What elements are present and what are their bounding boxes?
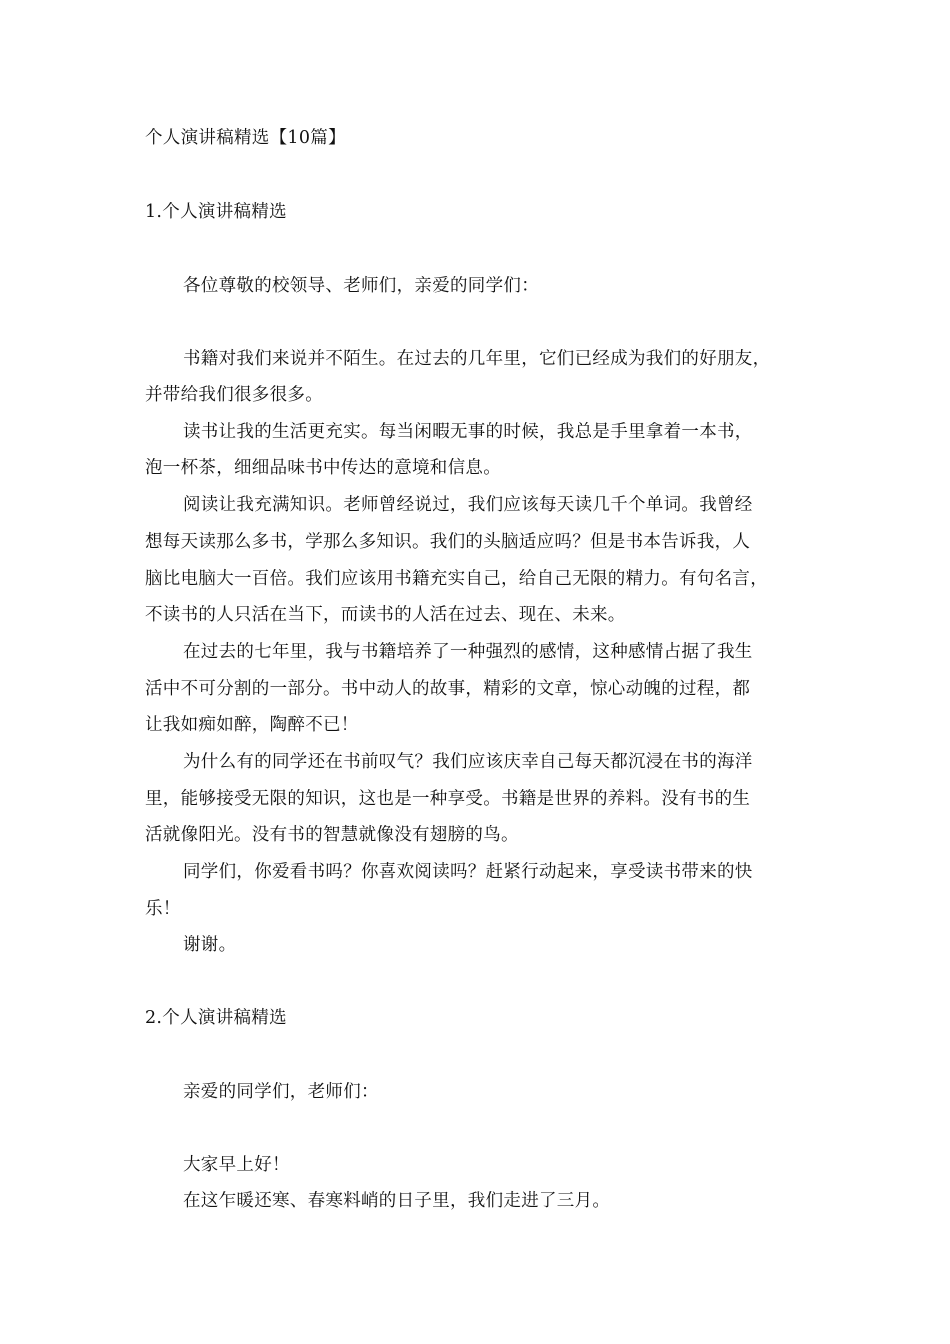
section-1-heading: 1.个人演讲稿精选	[145, 202, 287, 222]
paragraph-line: 不读书的人只活在当下，而读书的人活在过去、现在、未来。	[145, 605, 626, 625]
paragraph-line: 大家早上好！	[183, 1155, 290, 1175]
paragraph-line: 活中不可分割的一部分。书中动人的故事，精彩的文章，惊心动魄的过程，都	[145, 679, 751, 699]
section-1-salutation: 各位尊敬的校领导、老师们，亲爱的同学们：	[183, 276, 539, 296]
paragraph-line: 泡一杯茶，细细品味书中传达的意境和信息。	[145, 458, 501, 478]
section-2-salutation: 亲爱的同学们，老师们：	[183, 1082, 379, 1102]
paragraph-line: 里，能够接受无限的知识，这也是一种享受。书籍是世界的养料。没有书的生	[145, 789, 751, 809]
paragraph-line: 在这乍暖还寒、春寒料峭的日子里，我们走进了三月。	[183, 1191, 611, 1211]
section-2-heading: 2.个人演讲稿精选	[145, 1008, 287, 1028]
paragraph-line: 读书让我的生活更充实。每当闲暇无事的时候，我总是手里拿着一本书，	[183, 422, 753, 442]
paragraph-line: 谢谢。	[183, 935, 237, 955]
paragraph-line: 活就像阳光。没有书的智慧就像没有翅膀的鸟。	[145, 825, 519, 845]
paragraph-line: 同学们，你爱看书吗？你喜欢阅读吗？赶紧行动起来，享受读书带来的快	[183, 862, 753, 882]
paragraph-line: 想每天读那么多书，学那么多知识。我们的头脑适应吗？但是书本告诉我，人	[145, 532, 751, 552]
paragraph-line: 阅读让我充满知识。老师曾经说过，我们应该每天读几千个单词。我曾经	[183, 495, 753, 515]
paragraph-line: 并带给我们很多很多。	[145, 385, 323, 405]
paragraph-line: 让我如痴如醉，陶醉不已！	[145, 715, 359, 735]
paragraph-line: 为什么有的同学还在书前叹气？我们应该庆幸自己每天都沉浸在书的海洋	[183, 752, 753, 772]
paragraph-line: 书籍对我们来说并不陌生。在过去的几年里，它们已经成为我们的好朋友，	[183, 349, 771, 369]
document-title: 个人演讲稿精选【10篇】	[145, 128, 346, 148]
paragraph-line: 在过去的七年里，我与书籍培养了一种强烈的感情，这种感情占据了我生	[183, 642, 753, 662]
paragraph-line: 脑比电脑大一百倍。我们应该用书籍充实自己，给自己无限的精力。有句名言，	[145, 569, 768, 589]
paragraph-line: 乐！	[145, 899, 181, 919]
